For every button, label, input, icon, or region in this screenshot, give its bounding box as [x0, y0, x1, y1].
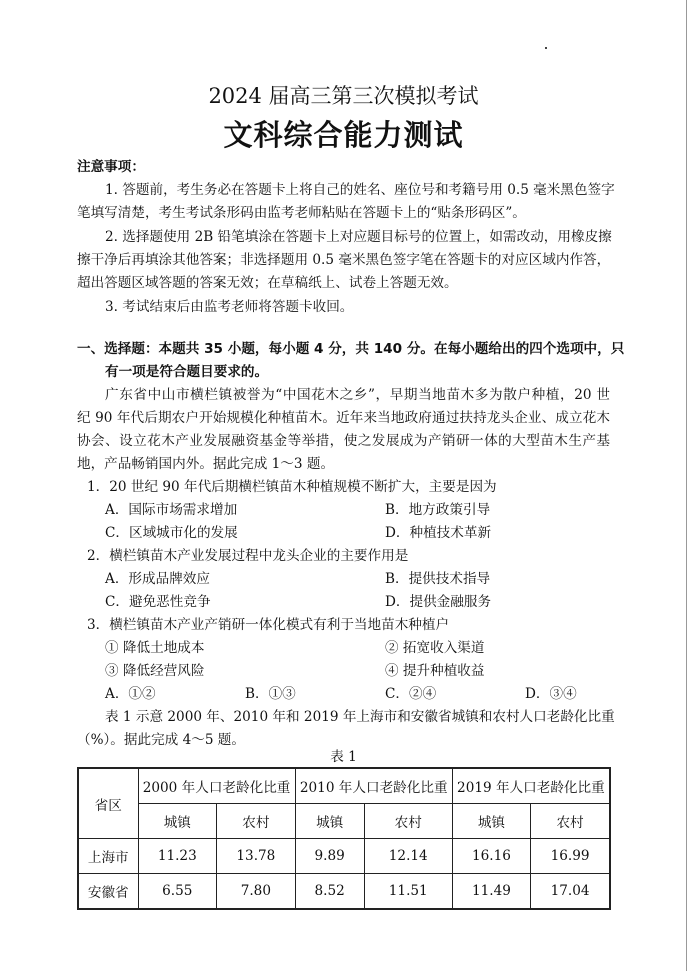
cell: 16.16 — [452, 839, 530, 874]
passage-line: 地，产品畅销国内外。据此完成 1～3 题。 — [77, 456, 335, 472]
passage-line: （%）。据此完成 4～5 题。 — [77, 732, 245, 748]
table-header-row — [78, 768, 610, 804]
cell: 12.14 — [364, 839, 452, 874]
year-header: 2000 年人口老龄化比重 — [138, 768, 295, 804]
year-header: 2010 年人口老龄化比重 — [295, 768, 452, 804]
subheader: 农村 — [217, 804, 296, 839]
question-1-stem: 1．20 世纪 90 年代后期横栏镇苗木种植规模不断扩大，主要是因为 — [87, 479, 497, 495]
cell: 13.78 — [217, 839, 296, 874]
row-name: 上海市 — [78, 839, 138, 874]
q2-option-c[interactable]: C．避免恶性竞争 — [105, 594, 211, 610]
q2-option-b[interactable]: B．提供技术指导 — [385, 571, 491, 587]
q3-statement-2: ② 拓宽收入渠道 — [385, 640, 485, 656]
passage-line: 纪 90 年代后期农户开始规模化种植苗木。近年来当地政府通过扶持龙头企业、成立花木 — [77, 410, 610, 426]
notice-line: 笔填写清楚，考生考试条形码由监考老师粘贴在答题卡上的“贴条形码区”。 — [77, 205, 526, 221]
q1-option-c[interactable]: C．区域城市化的发展 — [105, 525, 238, 541]
notice-line: 2. 选择题使用 2B 铅笔填涂在答题卡上对应题目标号的位置上，如需改动，用橡皮擦 — [105, 229, 612, 245]
q1-option-d[interactable]: D．种植技术革新 — [385, 525, 492, 541]
notice-line: 擦干净后再填涂其他答案；非选择题用 0.5 毫米黑色签字笔在答题卡的对应区域内作答， — [77, 252, 611, 268]
notice-line: 1. 答题前，考生务必在答题卡上将自己的姓名、座位号和考籍号用 0.5 毫米黑色签字 — [105, 182, 615, 198]
cell: 6.55 — [138, 874, 217, 910]
subheader: 农村 — [531, 804, 610, 839]
corner-cell: 省区 — [78, 768, 138, 839]
exam-title: 2024 届高三第三次模拟考试 — [208, 84, 479, 108]
subheader: 农村 — [364, 804, 452, 839]
scan-dot — [545, 47, 547, 49]
cell: 17.04 — [531, 874, 610, 910]
notice-line: 3. 考试结束后由监考老师将答题卡收回。 — [105, 299, 354, 315]
q3-option-b[interactable]: B．①③ — [245, 686, 296, 702]
cell: 7.80 — [217, 874, 296, 910]
cell: 16.99 — [531, 839, 610, 874]
q3-option-c[interactable]: C．②④ — [385, 686, 437, 702]
notice-line: 超出答题区域答题的答案无效；在草稿纸上、试卷上答题无效。 — [77, 275, 458, 291]
table-row — [78, 839, 610, 874]
q3-statement-3: ③ 降低经营风险 — [105, 663, 205, 679]
subheader: 城镇 — [138, 804, 217, 839]
section-heading-cont: 有一项是符合题目要求的。 — [105, 364, 269, 380]
cell: 11.49 — [452, 874, 530, 910]
table-subheader-row — [78, 804, 610, 839]
q1-option-b[interactable]: B．地方政策引导 — [385, 502, 491, 518]
exam-subtitle: 文科综合能力测试 — [223, 118, 464, 152]
q2-option-a[interactable]: A．形成品牌效应 — [105, 571, 210, 587]
q3-option-a[interactable]: A．①② — [105, 686, 156, 702]
passage-line: 广东省中山市横栏镇被誉为“中国花木之乡”，早期当地苗木多为散户种植，20 世 — [105, 387, 610, 403]
q3-statement-1: ① 降低土地成本 — [105, 640, 205, 656]
subheader: 城镇 — [452, 804, 530, 839]
passage-line: 表 1 示意 2000 年、2010 年和 2019 年上海市和安徽省城镇和农村人口老龄化比重 — [105, 709, 615, 725]
cell: 8.52 — [295, 874, 364, 910]
aging-table — [77, 767, 611, 910]
cell: 11.23 — [138, 839, 217, 874]
q1-option-a[interactable]: A．国际市场需求增加 — [105, 502, 238, 518]
q2-option-d[interactable]: D．提供金融服务 — [385, 594, 492, 610]
section-heading: 一、选择题：本题共 35 小题，每小题 4 分，共 140 分。在每小题给出的四个选项中，只 — [77, 341, 625, 357]
year-header: 2019 年人口老龄化比重 — [452, 768, 610, 804]
passage-line: 协会、设立花木产业发展融资基金等举措，使之发展成为产销研一体的大型苗木生产基 — [77, 433, 610, 449]
subheader: 城镇 — [295, 804, 364, 839]
q3-option-d[interactable]: D．③④ — [525, 686, 577, 702]
cell: 11.51 — [364, 874, 452, 910]
notice-heading: 注意事项： — [77, 159, 145, 175]
table-row — [78, 874, 610, 910]
question-2-stem: 2．横栏镇苗木产业发展过程中龙头企业的主要作用是 — [87, 548, 409, 564]
cell: 9.89 — [295, 839, 364, 874]
table-caption: 表 1 — [330, 749, 357, 765]
row-name: 安徽省 — [78, 874, 138, 910]
question-3-stem: 3．横栏镇苗木产业产销研一体化模式有利于当地苗木种植户 — [87, 617, 450, 633]
q3-statement-4: ④ 提升种植收益 — [385, 663, 485, 679]
